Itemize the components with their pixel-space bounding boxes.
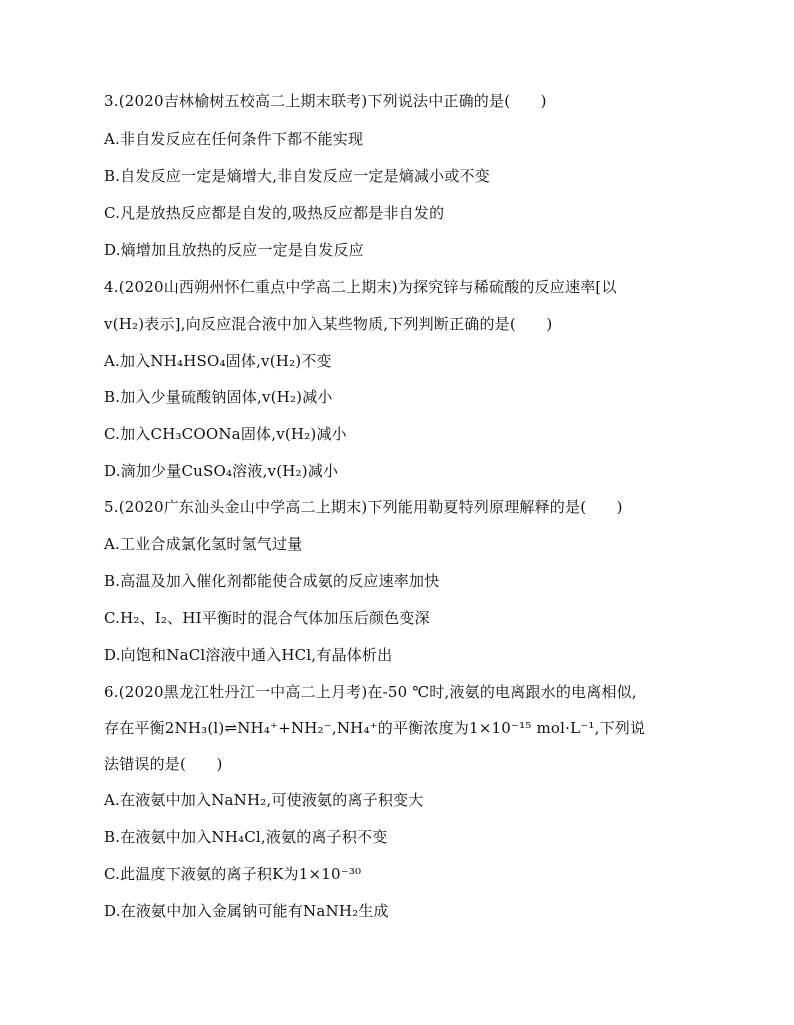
question-6-option-a: A.在液氨中加入NaNH₂,可使液氨的离子积变大 bbox=[104, 791, 424, 809]
question-4-stem-line-1: 4.(2020山西朔州怀仁重点中学高二上期末)为探究锌与稀硫酸的反应速率[以 bbox=[104, 278, 617, 296]
question-4-option-d: D.滴加少量CuSO₄溶液,v(H₂)减小 bbox=[104, 462, 339, 480]
question-3-stem: 3.(2020吉林榆树五校高二上期末联考)下列说法中正确的是( ) bbox=[104, 92, 547, 110]
question-6-stem-line-3: 法错误的是( ) bbox=[104, 755, 223, 773]
question-6-option-b: B.在液氨中加入NH₄Cl,液氨的离子积不变 bbox=[104, 828, 388, 846]
question-3-option-d: D.熵增加且放热的反应一定是自发反应 bbox=[104, 241, 364, 259]
question-6-option-c: C.此温度下液氨的离子积K为1×10⁻³⁰ bbox=[104, 865, 362, 883]
question-5-option-d: D.向饱和NaCl溶液中通入HCl,有晶体析出 bbox=[104, 646, 393, 664]
question-5-option-b: B.高温及加入催化剂都能使合成氨的反应速率加快 bbox=[104, 572, 440, 590]
question-5-option-a: A.工业合成氯化氢时氢气过量 bbox=[104, 535, 303, 553]
question-4-option-a: A.加入NH₄HSO₄固体,v(H₂)不变 bbox=[104, 352, 332, 370]
question-3-option-b: B.自发反应一定是熵增大,非自发反应一定是熵减小或不变 bbox=[104, 167, 490, 185]
question-5-option-c: C.H₂、I₂、HI平衡时的混合气体加压后颜色变深 bbox=[104, 609, 430, 627]
question-3-option-c: C.凡是放热反应都是自发的,吸热反应都是非自发的 bbox=[104, 204, 445, 222]
question-4-stem-line-2: v(H₂)表示],向反应混合液中加入某些物质,下列判断正确的是( ) bbox=[104, 315, 553, 333]
question-6-stem-line-2: 存在平衡2NH₃(l)⇌NH₄⁺+NH₂⁻,NH₄⁺的平衡浓度为1×10⁻¹⁵ mol·L⁻¹,下列说 bbox=[104, 719, 646, 737]
question-6-stem-line-1: 6.(2020黑龙江牡丹江一中高二上月考)在-50 ℃时,液氨的电离跟水的电离相似, bbox=[104, 683, 637, 701]
question-6-option-d: D.在液氨中加入金属钠可能有NaNH₂生成 bbox=[104, 902, 389, 920]
question-3-option-a: A.非自发反应在任何条件下都不能实现 bbox=[104, 130, 364, 148]
question-4-option-c: C.加入CH₃COONa固体,v(H₂)减小 bbox=[104, 425, 347, 443]
question-5-stem: 5.(2020广东汕头金山中学高二上期末)下列能用勒夏特列原理解释的是( ) bbox=[104, 498, 623, 516]
question-4-option-b: B.加入少量硫酸钠固体,v(H₂)减小 bbox=[104, 388, 333, 406]
